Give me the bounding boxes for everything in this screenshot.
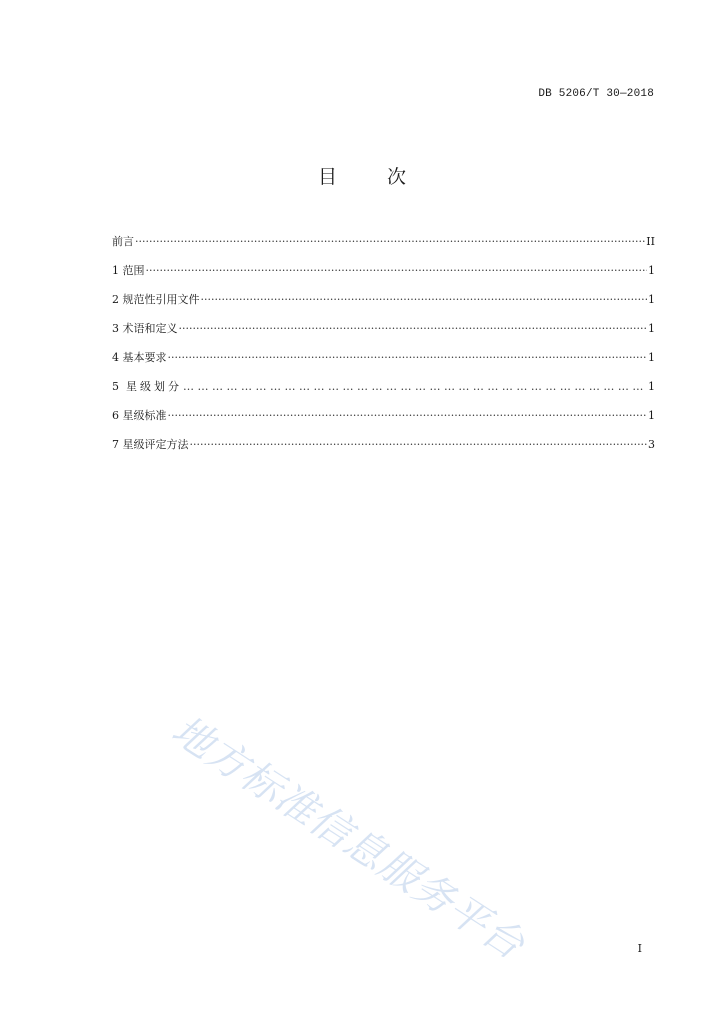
toc-entry-label: 基本要求 <box>122 351 167 364</box>
toc-entry-page: 1 <box>648 351 655 364</box>
toc-entry-label: 前言 <box>112 235 134 248</box>
toc-entry-normative-references[interactable] <box>112 291 655 320</box>
toc-entry-page: 1 <box>648 264 655 277</box>
toc-entry-label: 星级评定方法 <box>122 438 189 451</box>
toc-entry-number: 2 <box>112 293 123 306</box>
toc-entry-page: 1 <box>648 322 655 335</box>
toc-entry-page: 3 <box>648 438 655 451</box>
toc-entry-number: 5 <box>112 380 126 393</box>
toc-entry-label: 规范性引用文件 <box>122 293 200 306</box>
toc-entry-number: 1 <box>112 264 123 277</box>
toc-dot-leader <box>168 351 648 364</box>
watermark: 地方标准信息服务平台 <box>163 707 533 970</box>
toc-dot-leader <box>146 264 648 277</box>
toc-entry-star-assessment-method[interactable] <box>112 436 655 465</box>
toc-entry-number: 4 <box>112 351 123 364</box>
toc-entry-page: 1 <box>648 409 655 422</box>
table-of-contents <box>112 233 655 465</box>
toc-entry-basic-requirements[interactable] <box>112 349 655 378</box>
page-number: I <box>637 942 642 955</box>
toc-entry-terms-definitions[interactable] <box>112 320 655 349</box>
toc-entry-number: 3 <box>112 322 123 335</box>
toc-entry-label: 范围 <box>122 264 145 277</box>
toc-entry-page: 1 <box>648 293 655 306</box>
toc-entry-page: 1 <box>648 380 655 393</box>
toc-entry-label: 星级标准 <box>122 409 167 422</box>
toc-dot-leader <box>201 293 648 306</box>
toc-entry-page: II <box>646 235 655 248</box>
document-code: DB 5206/T 30—2018 <box>538 88 654 100</box>
toc-entry-label: 星级划分 <box>126 380 182 393</box>
toc-dot-leader <box>190 438 648 451</box>
toc-dot-leader <box>135 235 645 248</box>
toc-dot-leader <box>183 380 647 393</box>
toc-entry-foreword[interactable] <box>112 233 655 262</box>
toc-entry-number: 7 <box>112 438 123 451</box>
toc-entry-label: 术语和定义 <box>122 322 178 335</box>
toc-entry-star-standards[interactable] <box>112 407 655 436</box>
toc-entry-star-classification[interactable] <box>112 378 655 407</box>
toc-title <box>0 162 724 189</box>
toc-dot-leader <box>179 322 648 335</box>
toc-entry-scope[interactable] <box>112 262 655 291</box>
toc-dot-leader <box>168 409 648 422</box>
toc-title-char: 目 <box>317 166 337 188</box>
toc-entry-number: 6 <box>112 409 123 422</box>
toc-title-char: 次 <box>387 166 407 188</box>
